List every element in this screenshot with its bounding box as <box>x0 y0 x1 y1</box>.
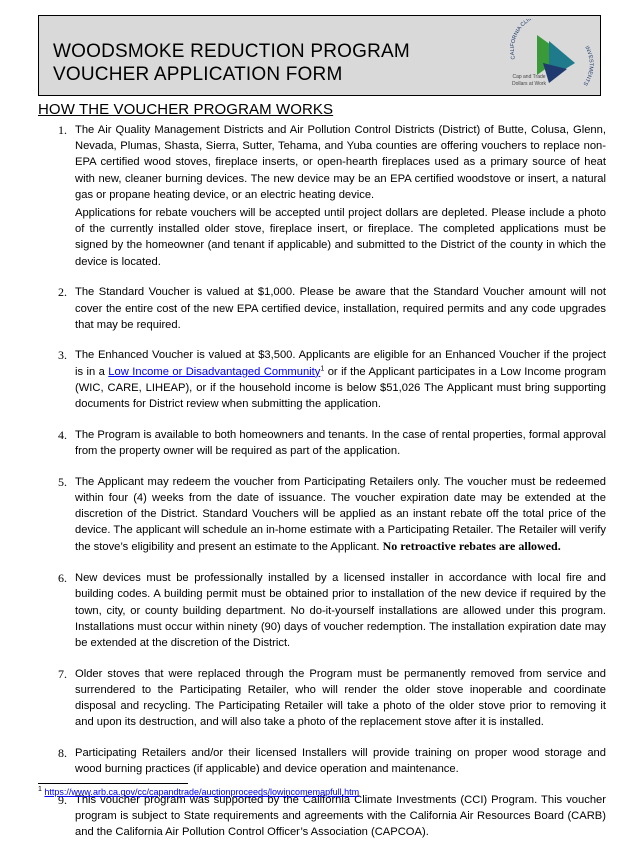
item-text-part-a: The Enhanced Voucher is valued at $3,500. Applicants are eligible for an Enhanced Voucher if the project is in a <box>75 349 606 378</box>
item-number: 4. <box>58 427 67 442</box>
logo-arc-text-top: CALIFORNIA CLIM <box>509 19 534 60</box>
header-banner <box>38 15 601 96</box>
footnote-url-link[interactable]: https://www.arb.ca.gov/cc/capandtrade/auctionproceeds/lowincomemapfull.htm <box>44 787 360 797</box>
logo-caption <box>503 74 555 88</box>
list-item <box>38 122 606 270</box>
list-item <box>38 792 606 841</box>
item-text-part-b: or if the Applicant participates in a Low Income program (WIC, CARE, LIHEAP), or if the household income is below $51,026 The Applicant must bring supporting documents for District review when submitting the application. <box>75 365 607 411</box>
cci-logo <box>497 19 597 95</box>
footnote-ref[interactable]: 1 <box>320 364 325 372</box>
title-line-1: WOODSMOKE REDUCTION PROGRAM <box>53 41 410 62</box>
item-text: This voucher program was supported by the California Climate Investments (CCI) Program. This voucher program is subject to State requirements and agreements with the California Air Resources Board (CARB) and the California Air Pollution Control Officer’s Association (CAPCOA). <box>75 793 606 839</box>
item-text <box>75 347 606 412</box>
item-text-body: The Applicant may redeem the voucher from Participating Retailers only. The voucher must be redeemed within four (4) weeks from the date of issuance. The voucher expiration date may be extended at the discretion of the District. Standard Vouchers will be applied as an instant rebate off the total price of the device. The applicant will schedule an in-home estimate with a Participating Retailer. The Retailer will verify the stove’s eligibility and present an estimate to the Applicant. <box>75 475 606 554</box>
form-title <box>53 40 410 86</box>
logo-caption-line-1: Cap and Trade <box>512 74 546 80</box>
title-line-2: VOUCHER APPLICATION FORM <box>53 64 343 85</box>
item-text: New devices must be professionally installed by a licensed installer in accordance with local fire and building codes. A building permit must be obtained prior to installation of the new device if required by the town, city, or county building department. No do-it-yourself installations are allowed under this program. Installations must occur within ninety (90) days of voucher redemption. The installation expiration date may be extended at the discretion of the District. <box>75 572 606 649</box>
footnote-marker: 1 <box>38 786 42 793</box>
item-number: 3. <box>58 348 67 363</box>
list-item <box>38 347 606 412</box>
list-item <box>38 570 606 651</box>
list-item <box>38 474 606 556</box>
low-income-community-link[interactable]: Low Income or Disadvantaged Community <box>108 365 321 378</box>
list-item <box>38 666 606 731</box>
list-item <box>38 745 606 777</box>
logo-arc-text-right: INVESTMENTS <box>581 45 594 87</box>
section-title: HOW THE VOUCHER PROGRAM WORKS <box>38 101 334 118</box>
item-number: 2. <box>58 285 67 300</box>
footnote <box>38 787 359 797</box>
list-item <box>38 427 606 459</box>
item-text-continued: Applications for rebate vouchers will be accepted until project dollars are depleted. Please include a photo of the currently installed older stove, fireplace insert, or fireplace. The completed applications must be signed by the homeowner (and tenant if applicable) and submitted to the District of the county in which the device is located. <box>75 207 606 268</box>
program-items-list <box>38 122 606 855</box>
item-text: The Air Quality Management Districts and Air Pollution Control Districts (District) of Butte, Colusa, Glenn, Nevada, Plumas, Shasta, Sierra, Sutter, Tehama, and Yuba counties are offering vouchers to replace non-EPA certified wood stoves, fireplace inserts, or open-hearth fireplaces used as a primary source of heat with new, cleaner burning devices. The new device may be an EPA certified woodstove or insert, a natural gas or propane heating device, or an electric heating device. <box>75 124 606 201</box>
item-number: 7. <box>58 666 67 681</box>
item-text: The Standard Voucher is valued at $1,000. Please be aware that the Standard Voucher amount will not cover the entire cost of the new EPA certified device, installation, required permits and any code upgrades that may be required. <box>75 286 606 331</box>
item-number: 5. <box>58 474 67 489</box>
list-item <box>38 284 606 333</box>
item-number: 1. <box>58 123 67 137</box>
item-text: Participating Retailers and/or their licensed Installers will provide training on proper wood storage and wood burning practices (if applicable) and device operation and maintenance. <box>75 747 606 776</box>
item-number: 8. <box>58 746 67 760</box>
logo-caption-line-2: Dollars at Work <box>511 81 547 87</box>
no-retroactive-rebates-notice: No retroactive rebates are allowed. <box>382 539 561 554</box>
item-text <box>75 474 606 556</box>
item-text: The Program is available to both homeowners and tenants. In the case of rental properties, formal approval from the property owner will be required as part of the application. <box>75 428 606 457</box>
footnote-divider <box>38 783 188 784</box>
item-text: Older stoves that were replaced through the Program must be permanently removed from service and surrendered to the Participating Retailer, who will render the older stove inoperable and coordinate disposal and recycling. The Participating Retailer will take a photo of the older stove prior to removing it and upon its destruction, and will also take a photo of the replacement stove after it is installed. <box>75 667 606 729</box>
item-number: 9. <box>58 792 67 807</box>
item-number: 6. <box>58 571 67 586</box>
